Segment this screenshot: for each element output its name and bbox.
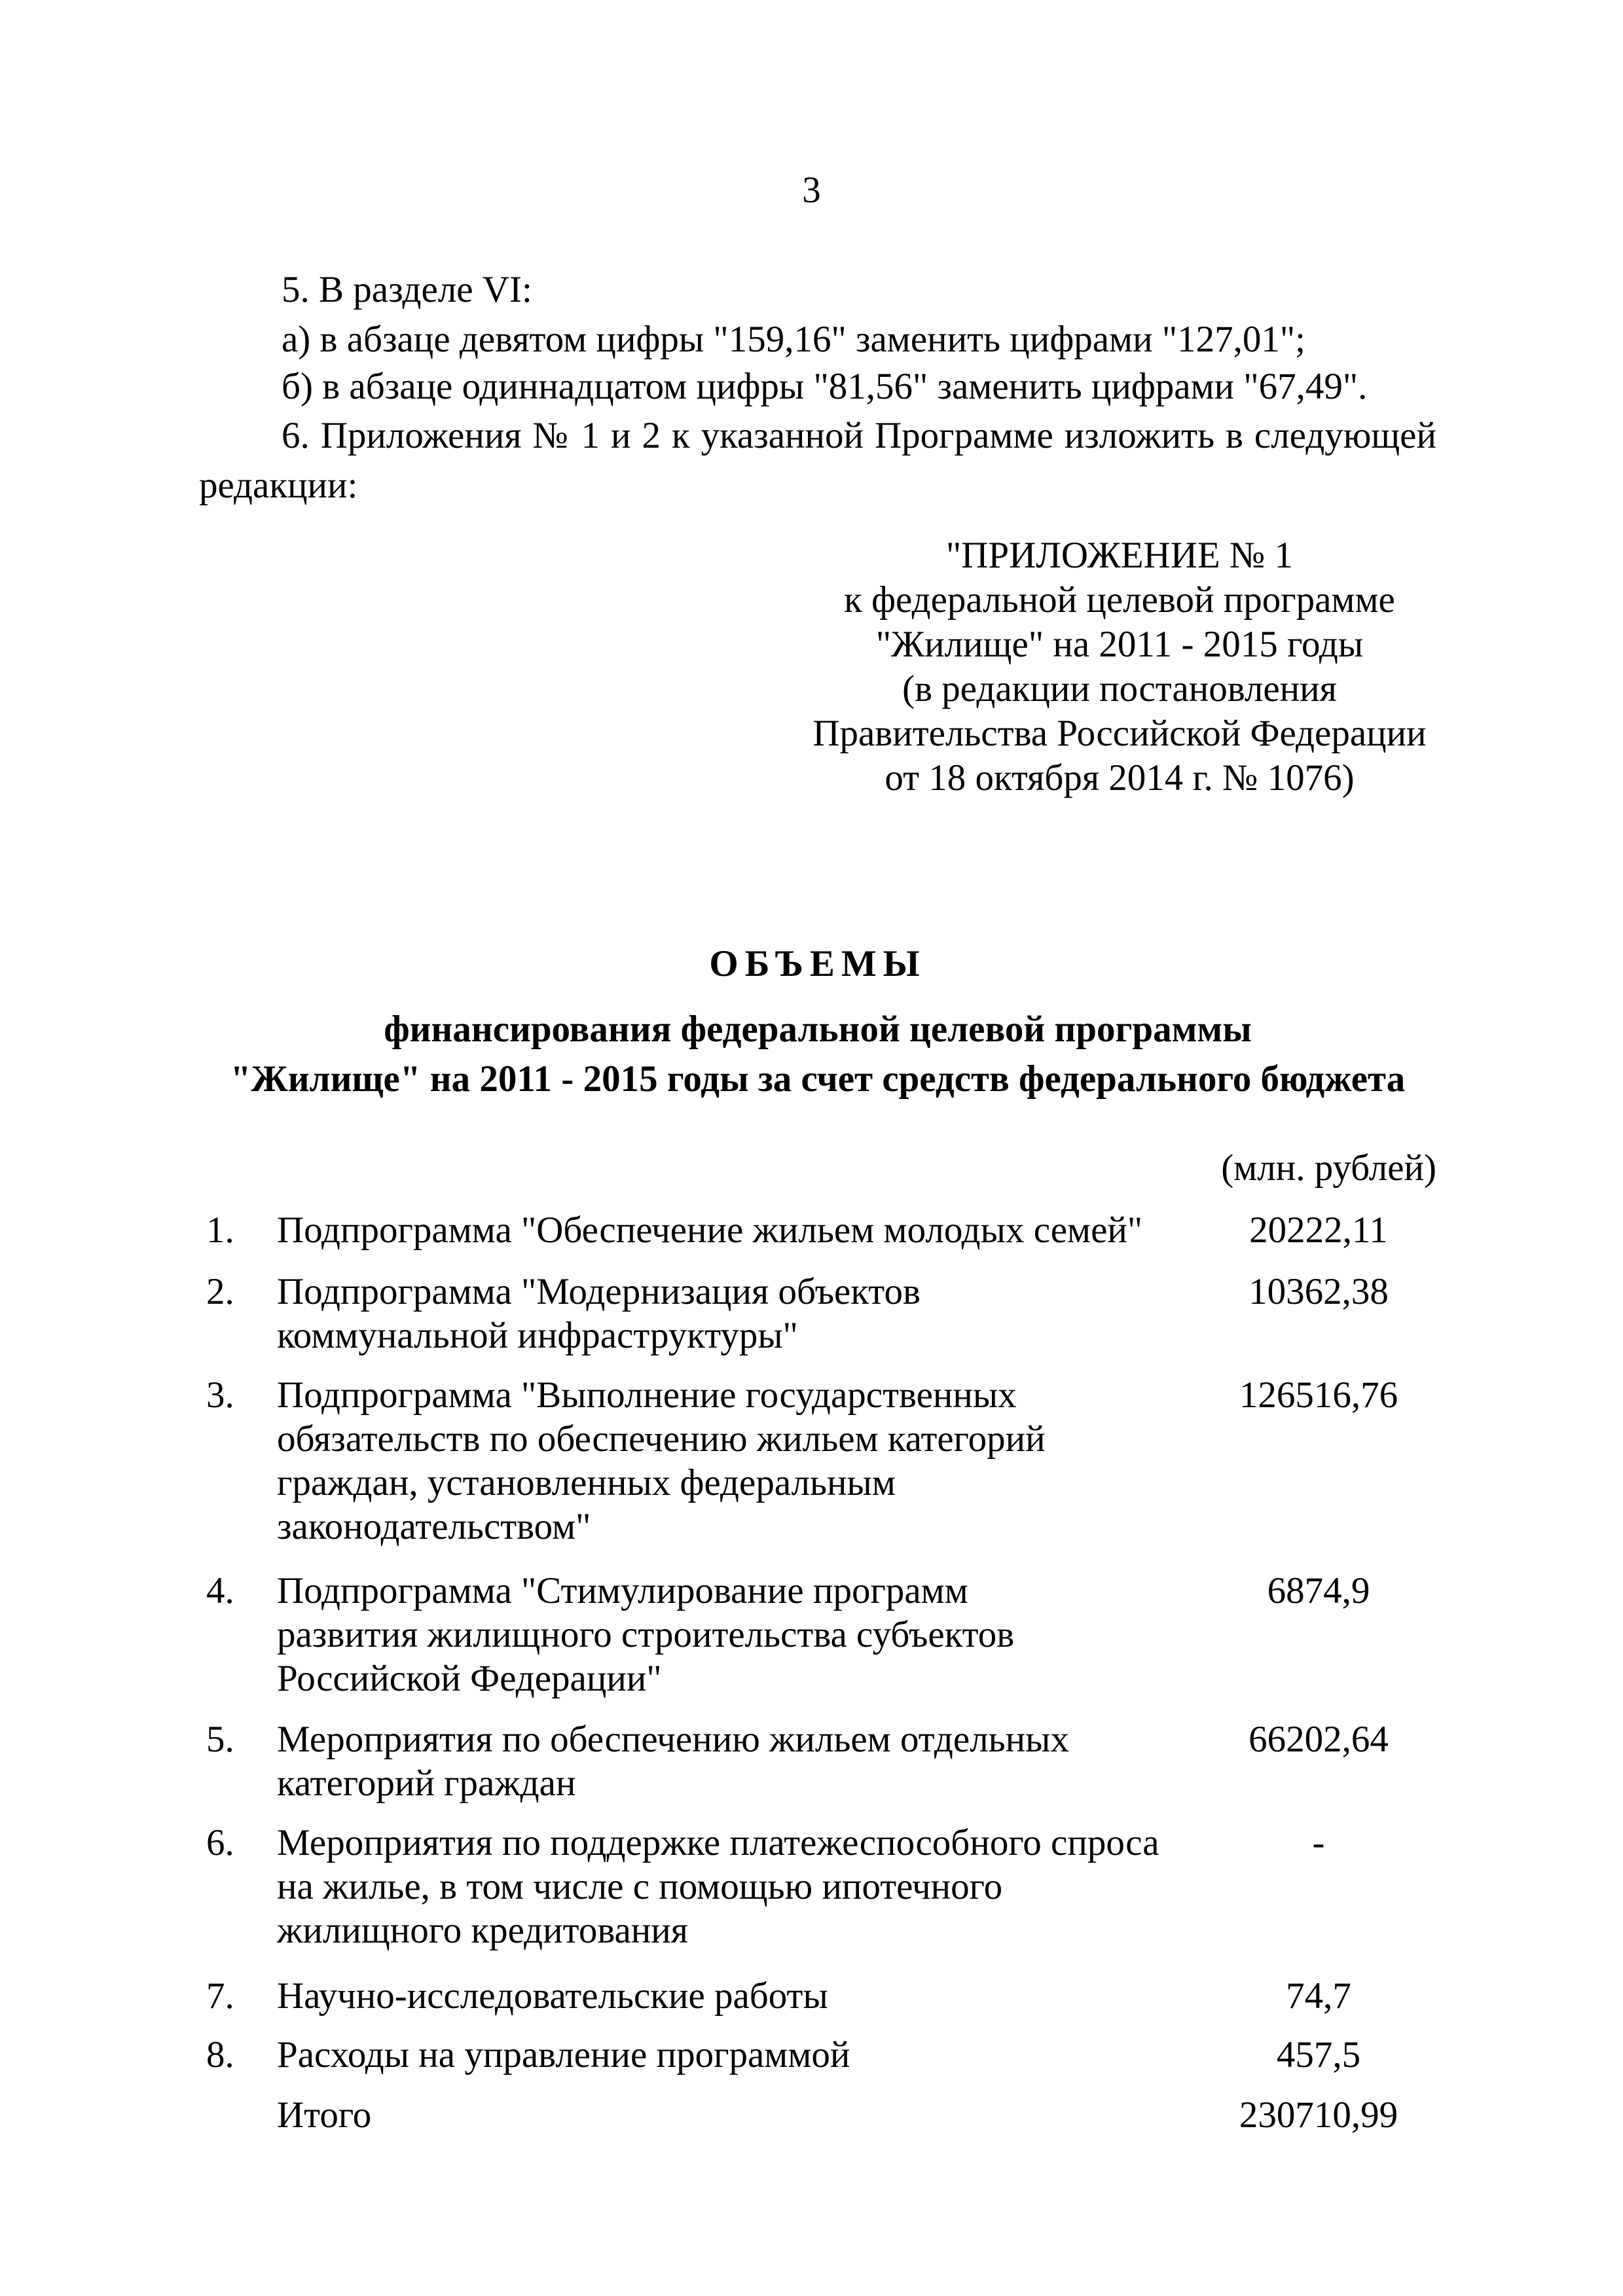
total-label: Итого (277, 2094, 372, 2136)
row-value: 10362,38 (1249, 1271, 1389, 1312)
row-text: Мероприятия по поддержке платежеспособного спроса на жилье, в том числе с помощью ипотечного жилищного кредитования (277, 1822, 1159, 1951)
row-text: Подпрограмма "Выполнение государственных обязательств по обеспечению жильем категорий граждан, установленных федеральным законодательством" (277, 1374, 1046, 1547)
appendix-line: (в редакции постановления (902, 668, 1337, 709)
row-text: Подпрограмма "Стимулирование программ развития жилищного строительства субъектов Российской Федерации" (277, 1570, 1015, 1699)
row-text: Подпрограмма "Обеспечение жильем молодых семей" (277, 1210, 1143, 1251)
row-number: 2. (206, 1271, 234, 1312)
row-value: 6874,9 (1267, 1570, 1370, 1611)
row-value: 66202,64 (1249, 1719, 1389, 1760)
row-number: 3. (206, 1374, 234, 1416)
amendment-a: а) в абзаце девятом цифры "159,16" заменить цифрами "127,01"; (282, 319, 1305, 360)
row-value: 126516,76 (1239, 1374, 1398, 1416)
row-text: Мероприятия по обеспечению жильем отдельных категорий граждан (277, 1719, 1069, 1804)
appendix-line: к федеральной целевой программе (844, 579, 1395, 620)
appendix-line: Правительства Российской Федерации (812, 713, 1427, 754)
row-text: Подпрограмма "Модернизация объектов коммунальной инфраструктуры" (277, 1271, 921, 1356)
appendix-line: от 18 октября 2014 г. № 1076) (884, 757, 1355, 798)
appendix-line: "Жилище" на 2011 - 2015 годы (875, 624, 1364, 665)
document-subtitle (0, 1005, 1623, 1104)
appendix-header (792, 533, 1447, 800)
amendment-6: 6. Приложения № 1 и 2 к указанной Программе изложить в следующей редакции: (199, 415, 1436, 506)
units-label: (млн. рублей) (1221, 1147, 1436, 1189)
row-number: 5. (206, 1719, 234, 1760)
appendix-line: "ПРИЛОЖЕНИЕ № 1 (945, 535, 1294, 576)
row-text: Расходы на управление программой (277, 2034, 850, 2075)
row-number: 6. (206, 1822, 234, 1863)
page-number: 3 (802, 170, 821, 211)
row-number: 8. (206, 2034, 234, 2075)
section5-heading: 5. В разделе VI: (282, 269, 532, 310)
row-number: 4. (206, 1570, 234, 1611)
subtitle-line: "Жилище" на 2011 - 2015 годы за счет средств федерального бюджета (230, 1058, 1406, 1100)
row-text: Научно-исследовательские работы (277, 1975, 828, 2017)
row-value: 20222,11 (1249, 1210, 1388, 1251)
total-value: 230710,99 (1239, 2094, 1398, 2136)
amendment-b: б) в абзаце одиннадцатом цифры "81,56" заменить цифрами "67,49". (282, 366, 1368, 407)
row-value: 457,5 (1276, 2034, 1361, 2075)
row-number: 1. (206, 1210, 234, 1251)
row-number: 7. (206, 1975, 234, 2017)
document-title: ОБЪЕМЫ (709, 943, 926, 984)
subtitle-line: финансирования федеральной целевой программы (384, 1009, 1252, 1050)
row-value: - (1312, 1822, 1325, 1863)
row-value: 74,7 (1286, 1975, 1351, 2017)
